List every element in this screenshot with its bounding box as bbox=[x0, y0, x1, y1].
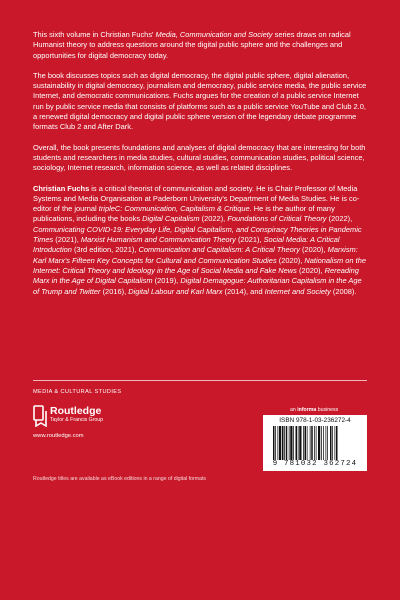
bio-text: (2022), bbox=[199, 214, 228, 224]
bio-text: (2020), bbox=[299, 245, 328, 255]
barcode-bar bbox=[279, 426, 281, 460]
bio-text: (2022), bbox=[326, 214, 353, 224]
barcode-bar bbox=[303, 426, 304, 460]
ebook-note: Routledge titles are available as eBook editions in a range of digital formats bbox=[33, 476, 207, 482]
barcode-bar bbox=[326, 426, 327, 460]
publisher-url: www.routledge.com bbox=[33, 433, 84, 439]
barcode-bar bbox=[321, 426, 322, 460]
barcode-bar bbox=[330, 426, 332, 460]
barcode-digits: 9 781032 362724 bbox=[272, 460, 358, 468]
book-title: Digital Capitalism bbox=[142, 214, 200, 224]
blurb-paragraph-1 bbox=[33, 30, 369, 61]
routledge-logo-icon bbox=[33, 405, 47, 427]
subject-category: MEDIA & CULTURAL STUDIES bbox=[33, 389, 122, 395]
book-title: Social Media: A Critical Introduction bbox=[33, 235, 340, 255]
author-name: Christian Fuchs bbox=[33, 183, 90, 193]
publisher-name: Routledge bbox=[50, 405, 102, 417]
bio-text: (2008). bbox=[330, 286, 357, 296]
bio-text: . He is the author of many publications, including the books bbox=[33, 204, 335, 224]
barcode-bar bbox=[307, 426, 308, 460]
barcode-bar bbox=[335, 426, 336, 460]
publisher-logo bbox=[33, 405, 233, 445]
barcode-bar bbox=[296, 426, 298, 460]
informa-brand: informa bbox=[297, 407, 317, 413]
barcode-bar bbox=[286, 426, 288, 460]
book-title: Marxist Humanism and Communication Theory bbox=[80, 235, 236, 245]
tagline-text: an bbox=[290, 407, 298, 413]
bio-text: (2020), bbox=[296, 265, 325, 275]
book-title: Internet and Society bbox=[264, 286, 331, 296]
bio-text: (2021), bbox=[235, 235, 264, 245]
book-title: Marxism: Karl Marx's Fifteen Key Concepts for Cultural and Communication Studies bbox=[33, 245, 358, 265]
book-title: Communicating COVID-19: Everyday Life, Digital Capitalism, and Conspiracy Theories in Pandemic Times bbox=[33, 224, 362, 245]
barcode-bar bbox=[278, 426, 279, 460]
bio-text: (2016), bbox=[100, 286, 129, 296]
publisher-group: Taylor & Francis Group bbox=[50, 417, 104, 423]
bio-text: (2019), bbox=[152, 276, 181, 286]
barcode bbox=[263, 415, 367, 471]
bio-text: (2020), bbox=[276, 255, 305, 265]
bio-text: (2021), bbox=[53, 235, 81, 245]
bio-text: is a critical theorist of communication and society. He is Chair Professor of Media Systems and Media Organisation at Paderborn University's Department of Media Studies. He is co-editor of the journal bbox=[33, 183, 360, 214]
book-title: Communication and Capitalism: A Critical Theory bbox=[138, 245, 300, 255]
barcode-bar bbox=[336, 426, 338, 460]
barcode-bar bbox=[289, 426, 290, 460]
blurb-paragraph-2: The book discusses topics such as digital democracy, the digital public sphere, digital alienation, sustainability in digital democracy, journalism and democracy, public service media, the public service Internet, and democratic communications. Fuchs argues for the creation of a public service Internet run by public service media that consists of platforms such as a public service YouTube and Club 2.0, a renewed digital democracy and digital public sphere version of the legendary debate programme formats Club 2 and After Dark. bbox=[33, 70, 367, 132]
barcode-bar bbox=[284, 426, 285, 460]
barcode-bar bbox=[316, 426, 317, 460]
journal-title: tripleC: Communication, Capitalism & Critique bbox=[98, 204, 250, 214]
barcode-bar bbox=[275, 426, 276, 460]
book-title: Nationalism on the Internet: Critical Theory and Ideology in the Age of Social Media and Fake News bbox=[33, 255, 366, 275]
barcode-bar bbox=[314, 426, 315, 460]
informa-tagline bbox=[290, 407, 338, 413]
book-title: Foundations of Critical Theory bbox=[227, 214, 327, 224]
series-title: Media, Communication and Society bbox=[155, 30, 273, 39]
book-title: Rereading Marx in the Age of Digital Capitalism bbox=[33, 265, 359, 286]
tagline-text: business bbox=[316, 407, 339, 413]
barcode-bar bbox=[305, 426, 307, 460]
barcode-bar bbox=[310, 426, 311, 460]
barcode-bar bbox=[327, 426, 328, 460]
bio-text: (2014), and bbox=[222, 286, 265, 296]
barcode-bar bbox=[318, 426, 320, 460]
barcode-bar bbox=[290, 426, 292, 460]
barcode-bar bbox=[293, 426, 294, 460]
divider bbox=[33, 380, 367, 381]
blurb bbox=[33, 30, 369, 307]
barcode-bars-icon bbox=[273, 426, 357, 460]
barcode-bar bbox=[299, 426, 301, 460]
book-title: Digital Demagogue: Authoritarian Capitalism in the Age of Trump and Twitter bbox=[33, 276, 362, 296]
barcode-bar bbox=[298, 426, 299, 460]
blurb-paragraph-3: Overall, the book presents foundations and analyses of digital democracy that are interesting for both students and researchers in media studies, cultural studies, communication studies, political science, sociology, Internet research, information science, as well as related disciplines. bbox=[33, 142, 366, 173]
bio-text: (3rd edition, 2021), bbox=[71, 245, 139, 255]
isbn-label: ISBN 978-1-03-236272-4 bbox=[279, 417, 351, 424]
barcode-bar bbox=[311, 426, 313, 460]
barcode-bar bbox=[282, 426, 284, 460]
book-title: Digital Labour and Karl Marx bbox=[128, 286, 223, 296]
blurb-text: This sixth volume in Christian Fuchs' bbox=[33, 30, 156, 39]
barcode-bar bbox=[332, 426, 333, 460]
barcode-bar bbox=[323, 426, 324, 460]
blurb-text: series draws on radical Humanist theory to address questions around the digital public sphere and the challenges and opportunities for digital democracy today. bbox=[33, 30, 351, 60]
barcode-bar bbox=[273, 426, 275, 460]
author-bio bbox=[33, 184, 369, 297]
